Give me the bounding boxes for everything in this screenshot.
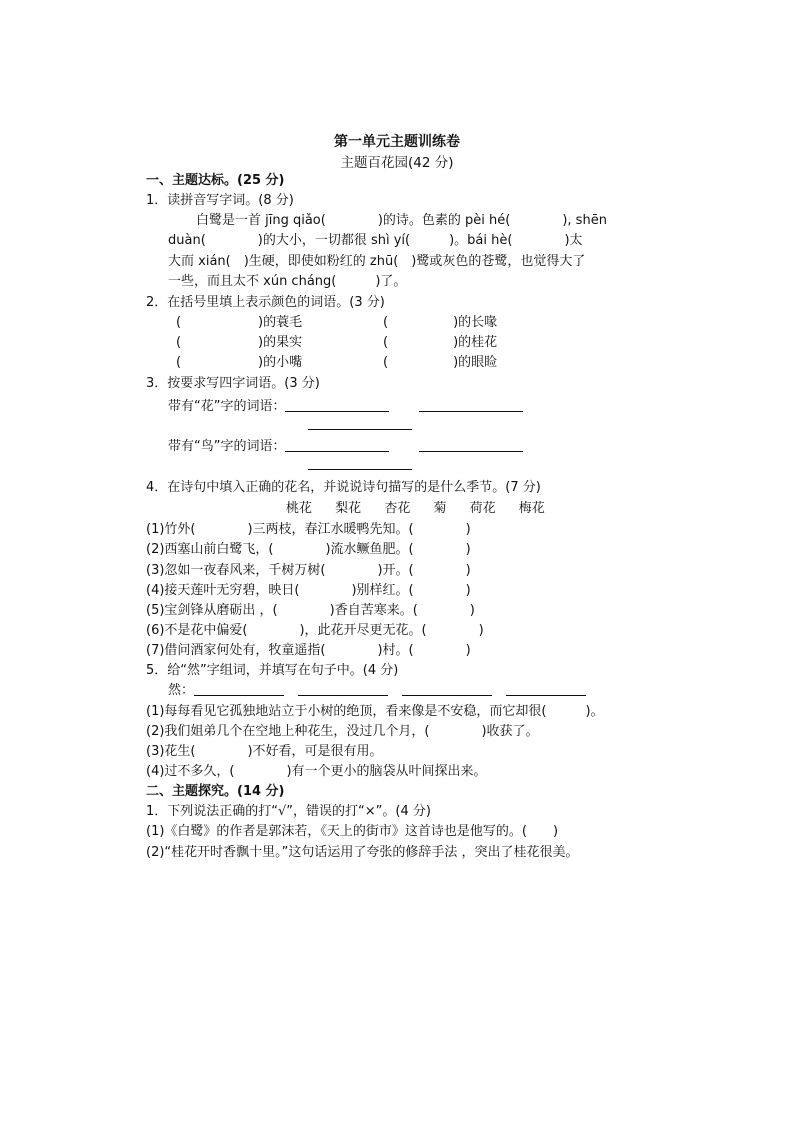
q5-item: (3)花生( )不好看，可是很有用。 xyxy=(146,744,383,759)
q4-item: (4)接天莲叶无穷碧，映日( )别样红。( ) xyxy=(146,582,471,598)
flower-option: 梨花 xyxy=(335,501,362,517)
flower-option: 杏花 xyxy=(384,501,411,517)
answer-line[interactable] xyxy=(419,437,523,452)
answer-line[interactable] xyxy=(506,681,586,696)
section-2-heading: 二、主题探究。(14 分) xyxy=(146,784,285,800)
q2-right-item: ( )的眼睑 xyxy=(383,354,498,370)
q2-left-item: )的小嘴 xyxy=(258,354,303,370)
q4-item: (2)西塞山前白鹭飞，( )流水鳜鱼肥。( ) xyxy=(146,542,471,558)
q1-line-1: 白鹭是一首 jīng qiǎo( )的诗。色素的 pèi hé( ), shēn xyxy=(196,213,607,228)
flower-option: 荷花 xyxy=(469,501,496,517)
answer-line[interactable] xyxy=(285,397,389,412)
q1-line-2: duàn( )的大小，一切都很 shì yí( )。bái hè( )太 xyxy=(168,233,583,249)
q3-niao-row xyxy=(146,436,666,458)
q4-item: (3)忽如一夜春风来，千树万树( )开。( ) xyxy=(146,562,471,578)
question-1-3-heading: 3．按要求写四字词语。(3 分) xyxy=(146,376,320,392)
q2-open-paren: ( xyxy=(176,314,182,330)
s2-q1-item: (2)“桂花开时香飘十里。”这句话运用了夸张的修辞手法 ，突出了桂花很美。 xyxy=(146,844,579,860)
q5-item: (2)我们姐弟几个在空地上种花生，没过几个月，( )收获了。 xyxy=(146,723,539,739)
exam-content xyxy=(146,171,666,863)
answer-line[interactable] xyxy=(194,681,284,696)
flower-options xyxy=(146,498,666,520)
s2-q1-item: (1)《白鹭》的作者是郭沫若，《天上的街市》这首诗也是他写的。( ) xyxy=(146,824,559,840)
question-1-2-heading: 2．在括号里填上表示颜色的词语。(3 分) xyxy=(146,294,385,310)
question-1-4-heading: 4．在诗句中填入正确的花名，并说说诗句描写的是什么季节。(7 分) xyxy=(146,480,541,496)
q2-row xyxy=(146,313,666,333)
q4-item: (5)宝剑锋从磨砺出 ，( )香自苦寒来。( ) xyxy=(146,602,475,618)
q5-item: (1)每每看见它孤独地站立于小树的绝顶，看来像是不安稳，而它却很( )。 xyxy=(146,703,604,719)
q2-row xyxy=(146,353,666,373)
q3-hua-label: 带有“花”字的词语： xyxy=(168,399,286,415)
q2-left-item: )的果实 xyxy=(258,334,303,350)
q5-item: (4)过不多久，( )有一个更小的脑袋从叶间探出来。 xyxy=(146,764,487,780)
q2-open-paren: ( xyxy=(176,334,182,350)
q3-hua-row xyxy=(146,396,666,418)
page-subtitle: 主题百花园(42 分) xyxy=(340,155,454,171)
q2-right-item: ( )的桂花 xyxy=(383,334,498,350)
answer-line[interactable] xyxy=(308,461,412,470)
answer-line[interactable] xyxy=(402,681,492,696)
q4-item: (1)竹外( )三两枝，春江水暖鸭先知。( ) xyxy=(146,522,471,538)
q5-fill-row xyxy=(146,681,666,701)
q4-item: (6)不是花中偏爱( )，此花开尽更无花。( ) xyxy=(146,623,484,639)
answer-line[interactable] xyxy=(419,397,523,412)
question-1-5-heading: 5．给“然”字组词，并填写在句子中。(4 分) xyxy=(146,663,399,679)
page-title: 第一单元主题训练卷 xyxy=(334,134,460,150)
q1-line-3: 大而 xián( )生硬，即使如粉红的 zhū( )鹭或灰色的苍鹭，也觉得大了 xyxy=(168,253,586,269)
answer-line[interactable] xyxy=(308,421,412,430)
answer-line[interactable] xyxy=(298,681,388,696)
question-2-1-heading: 1．下列说法正确的打“√”，错误的打“×”。(4 分) xyxy=(146,804,431,820)
q2-left-item: )的蓑毛 xyxy=(258,314,303,330)
q2-open-paren: ( xyxy=(176,354,182,370)
q4-item: (7)借问酒家何处有，牧童遥指( )村。( ) xyxy=(146,643,471,659)
q3-hua-row-2 xyxy=(146,418,666,432)
q5-lead: 然： xyxy=(168,683,195,699)
section-1-heading: 一、主题达标。(25 分) xyxy=(146,173,285,188)
flower-option: 桃花 xyxy=(286,501,313,517)
q2-right-item: ( )的长喙 xyxy=(383,314,498,330)
flower-option: 菊 xyxy=(433,501,447,517)
q2-row xyxy=(146,333,666,353)
question-1-1-heading: 1．读拼音写字词。(8 分) xyxy=(146,193,294,208)
answer-line[interactable] xyxy=(285,437,389,452)
q3-niao-row-2 xyxy=(146,458,666,472)
q1-line-4: 一些，而且太不 xún cháng( )了。 xyxy=(168,274,407,290)
q3-niao-label: 带有“鸟”字的词语： xyxy=(168,439,286,455)
flower-option: 梅花 xyxy=(518,501,545,517)
